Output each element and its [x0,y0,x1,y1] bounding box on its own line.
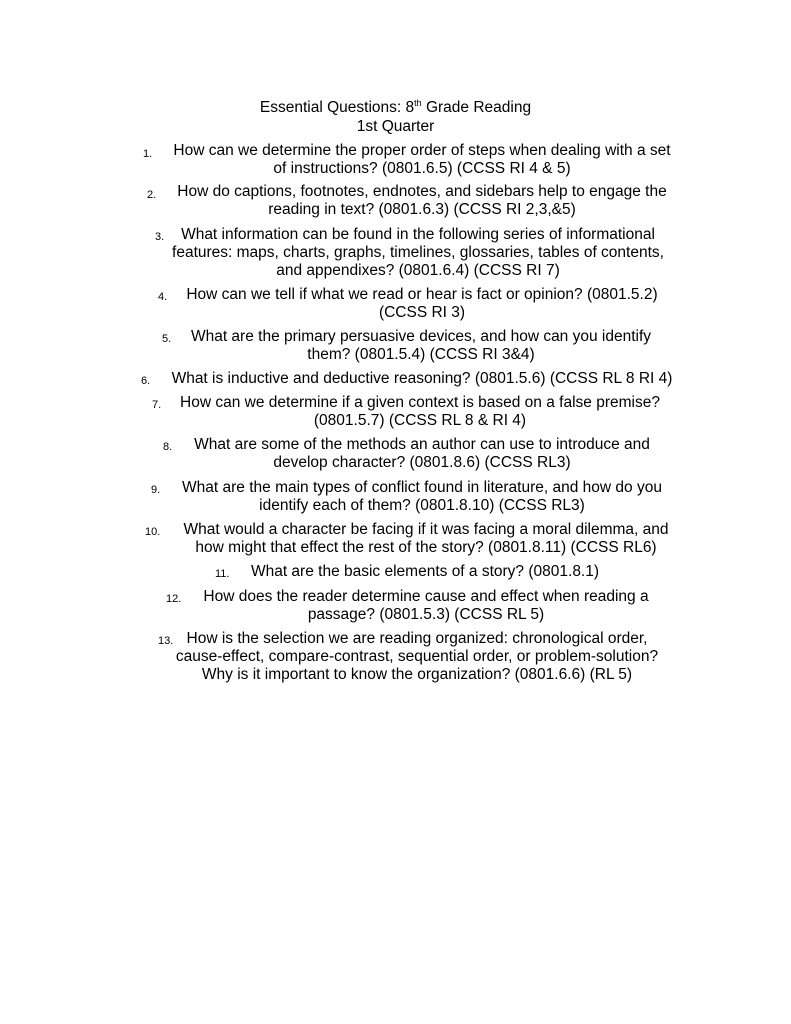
question-number: 4. [158,291,168,303]
title-superscript: th [414,98,422,108]
question-item [200,588,652,624]
question-line: features: maps, charts, graphs, timelines, glossaries, tables of contents, [172,244,664,261]
question-item [249,563,601,581]
question-item [180,521,672,557]
question-item [170,226,666,280]
question-line: cause-effect, compare-contrast, sequential order, or problem-solution? [175,648,659,665]
question-line: Why is it important to know the organization? (0801.6.6) (RL 5) [201,666,633,683]
question-item [178,394,662,430]
question-item [172,142,672,178]
question-line: identify each of them? (0801.8.10) (CCSS RL3) [259,497,585,514]
question-line: What information can be found in the following series of informational [181,226,655,243]
question-number: 10. [145,526,161,538]
question-line: reading in text? (0801.6.3) (CCSS RI 2,3,&5) [268,201,576,218]
question-line: How do captions, footnotes, endnotes, and sidebars help to engage the [177,183,667,200]
title-prefix: Essential Questions: 8 [259,99,415,116]
question-line: What are some of the methods an author can use to introduce and [194,436,650,453]
question-line: develop character? (0801.8.6) (CCSS RL3) [273,454,571,471]
question-line: how might that effect the rest of the story? (0801.8.11) (CCSS RL6) [195,539,657,556]
question-number: 7. [152,399,162,411]
question-item [172,630,662,684]
question-line: passage? (0801.5.3) (CCSS RL 5) [307,606,545,623]
page-title [0,98,791,117]
question-number: 12. [166,593,182,605]
question-line: (0801.5.7) (CCSS RL 8 & RI 4) [313,412,527,429]
question-line: How does the reader determine cause and effect when reading a [203,588,649,605]
question-item [176,183,668,219]
question-line: How can we determine the proper order of steps when dealing with a set [173,142,671,159]
question-line: What are the basic elements of a story? (0801.8.1) [250,563,600,580]
question-item [184,286,660,322]
question-line: What are the primary persuasive devices, and how can you identify [190,328,652,345]
question-number: 8. [163,441,173,453]
question-line: What are the main types of conflict found in literature, and how do you [182,479,662,496]
question-number: 13. [158,635,174,647]
question-item [188,328,654,364]
question-number: 3. [155,231,165,243]
question-line: What is inductive and deductive reasoning? (0801.5.6) (CCSS RL 8 RI 4) [171,370,673,387]
question-line: (CCSS RI 3) [378,304,466,321]
question-number: 6. [141,375,151,387]
question-number: 9. [151,484,161,496]
question-item [168,370,676,388]
question-number: 11. [215,568,230,580]
question-line: them? (0801.5.4) (CCSS RI 3&4) [307,346,535,363]
question-line: What would a character be facing if it was facing a moral dilemma, and [183,521,669,538]
title-suffix: Grade Reading [421,99,532,116]
question-number: 1. [143,148,153,160]
question-line: How is the selection we are reading organized: chronological order, [186,630,648,647]
question-line: How can we determine if a given context is based on a false premise? [180,394,660,411]
question-line: How can we tell if what we read or hear is fact or opinion? (0801.5.2) [186,286,658,303]
question-number: 5. [162,333,172,345]
question-line: of instructions? (0801.6.5) (CCSS RI 4 & 5) [273,160,571,177]
question-item [190,436,654,472]
question-line: and appendixes? (0801.6.4) (CCSS RI 7) [276,262,560,279]
question-number: 2. [147,189,157,201]
page-subtitle: 1st Quarter [356,118,435,135]
question-item [178,479,666,515]
